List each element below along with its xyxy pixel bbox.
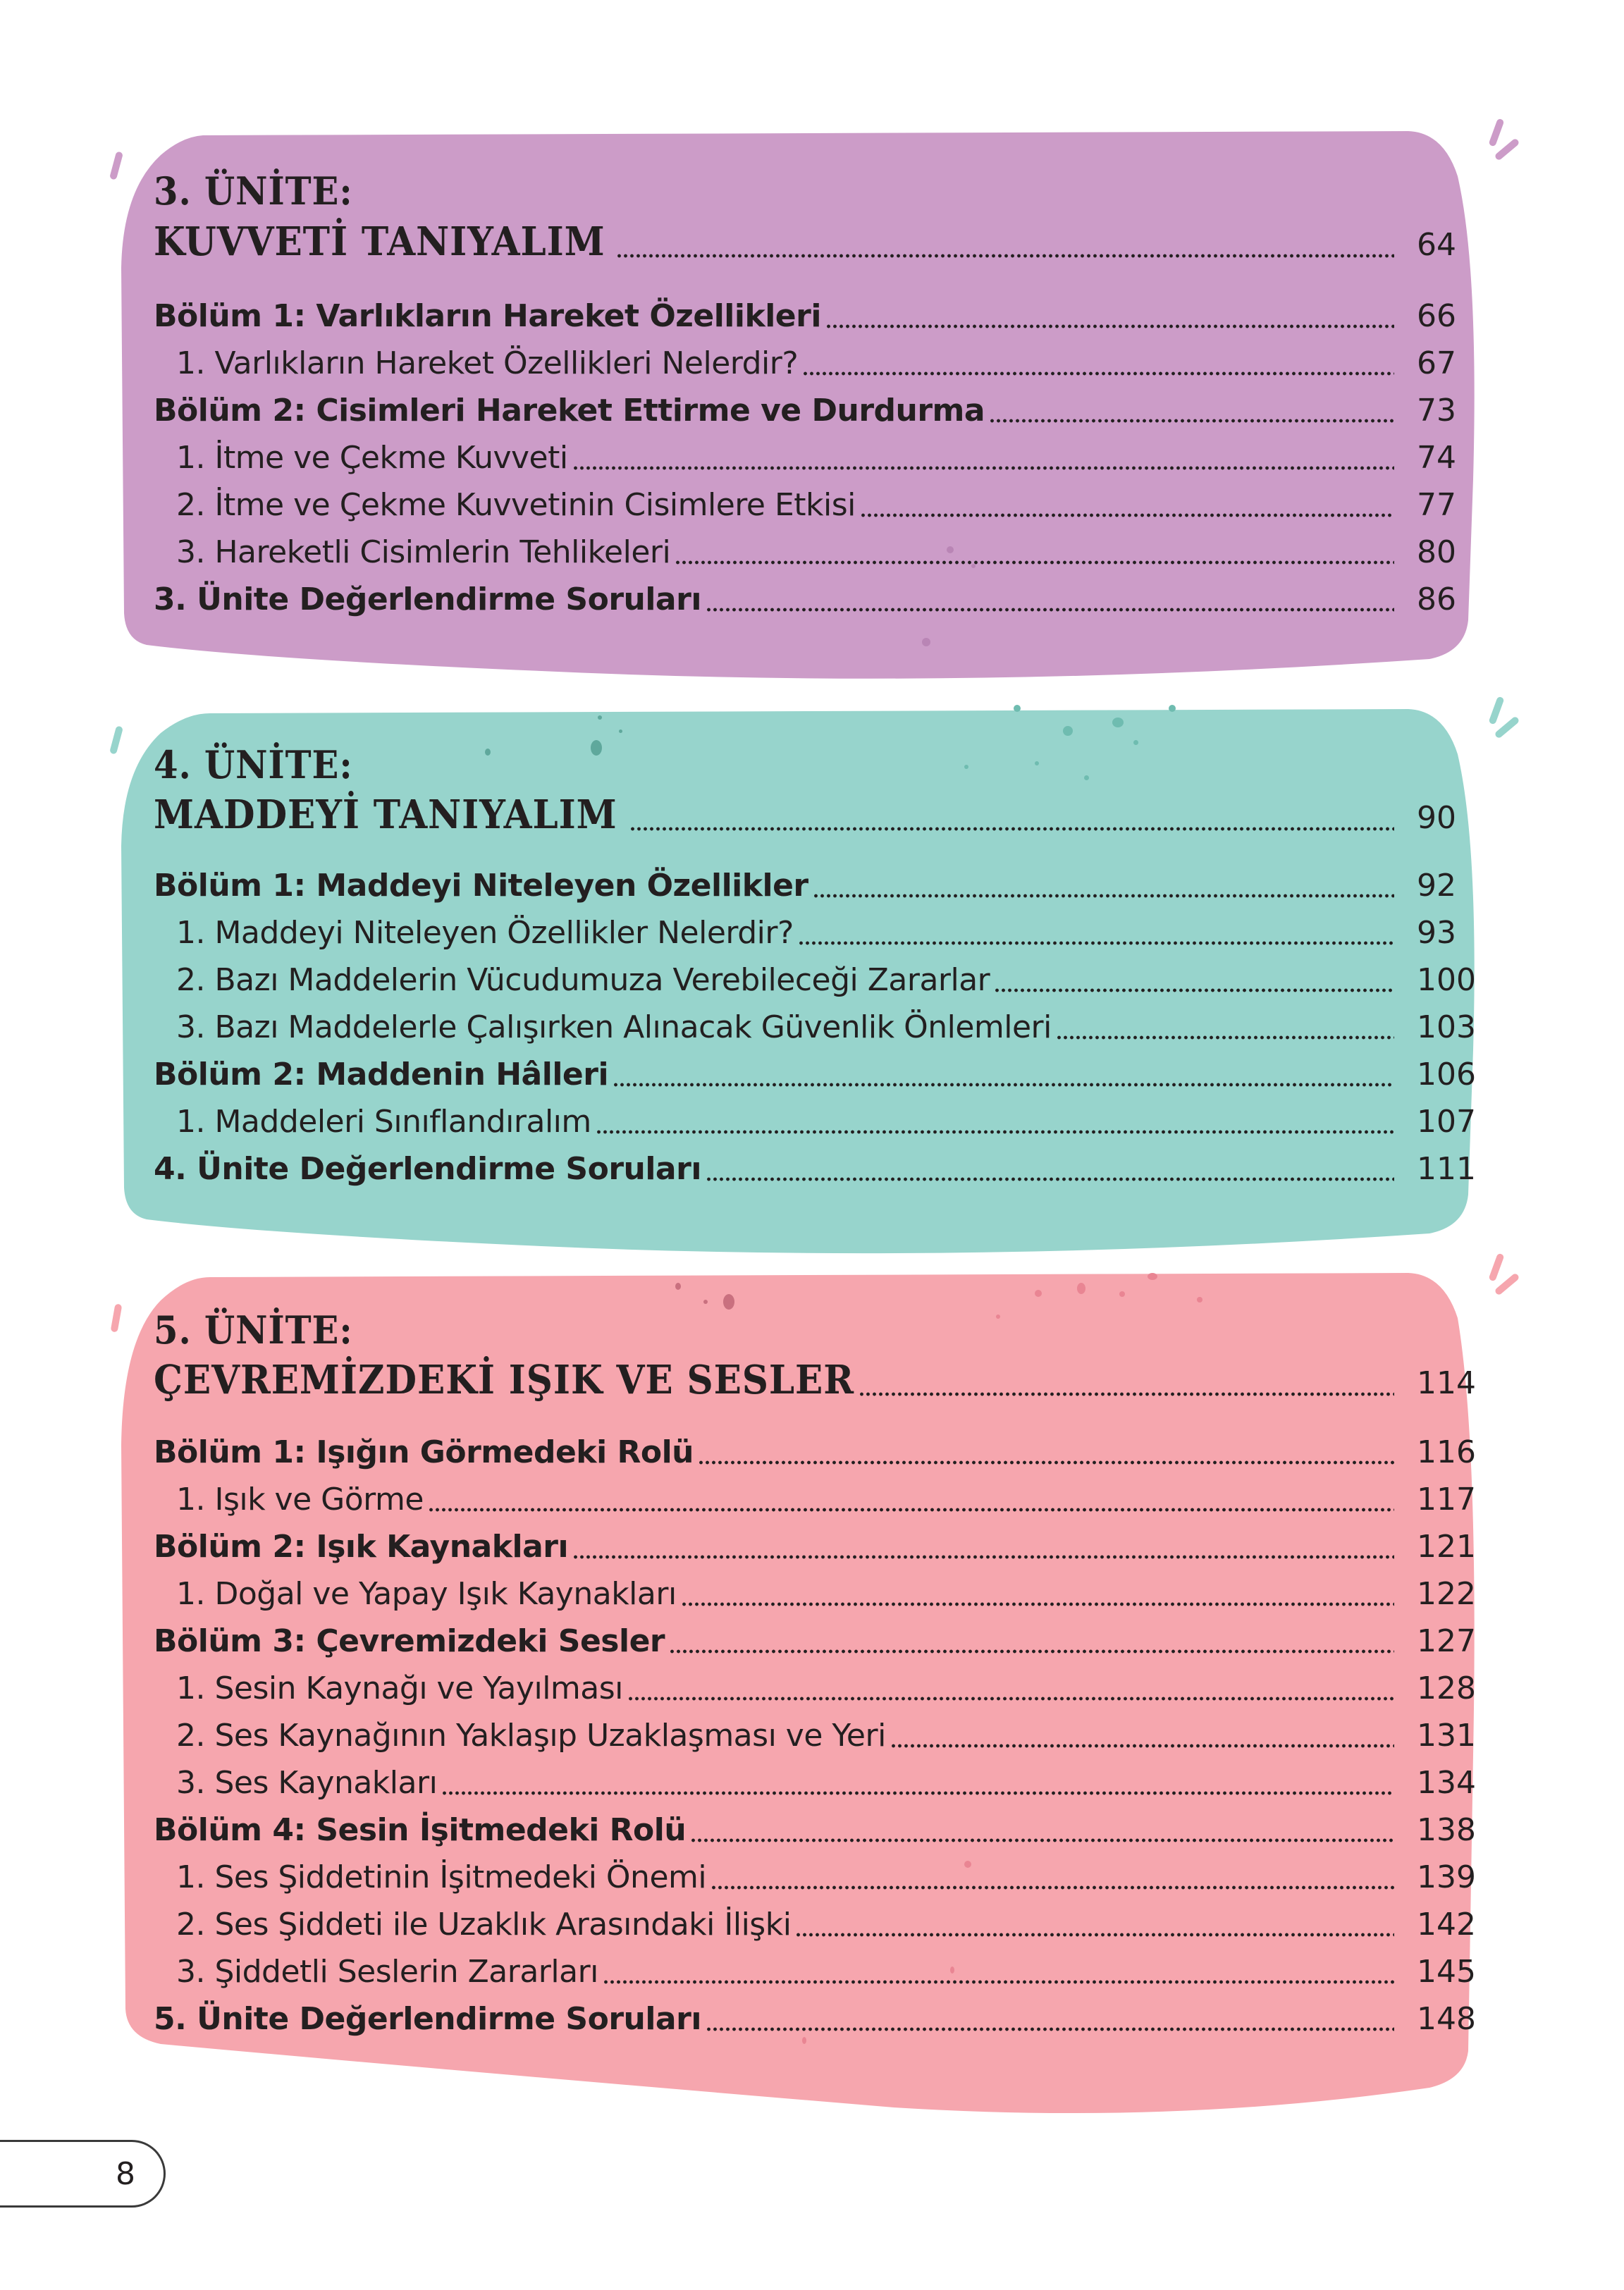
dot-leader: [706, 1176, 1394, 1183]
toc-item[interactable]: 3. Bazı Maddelerle Çalışırken Alınacak Güvenlik Önlemleri 103: [176, 1009, 1476, 1045]
dot-leader: [596, 1128, 1394, 1135]
ink-speck: [1119, 1291, 1125, 1297]
ink-speck: [1014, 705, 1021, 712]
toc-item[interactable]: 1. İtme ve Çekme Kuvveti 74: [176, 440, 1456, 476]
decorative-tick-icon: [1494, 137, 1520, 161]
toc-item[interactable]: 1. Işık ve Görme 117: [176, 1482, 1476, 1518]
ink-speck: [598, 715, 602, 720]
ink-speck: [1148, 1273, 1157, 1280]
dot-leader: [802, 370, 1394, 377]
toc-item[interactable]: 2. Ses Kaynağının Yaklaşıp Uzaklaşması ve Yeri 131: [176, 1718, 1476, 1754]
toc-item[interactable]: 1. Sesin Kaynağı ve Yayılması 128: [176, 1670, 1476, 1706]
unit-5-card: [118, 1262, 1486, 2114]
toc-section[interactable]: Bölüm 1: Işığın Görmedeki Rolü 116: [154, 1434, 1476, 1470]
dot-leader: [989, 417, 1394, 424]
unit-kicker: 5. ÜNİTE:: [154, 1307, 353, 1353]
unit-title: MADDEYİ TANIYALIM: [154, 792, 617, 838]
ink-speck: [485, 749, 491, 756]
unit-3-card: [118, 127, 1486, 684]
toc-item[interactable]: 1. Maddeyi Niteleyen Özellikler Nelerdir? 93: [176, 915, 1456, 951]
toc-item[interactable]: 3. Hareketli Cisimlerin Tehlikeleri 80: [176, 534, 1456, 570]
ink-speck: [922, 638, 930, 646]
ink-speck: [1063, 726, 1073, 736]
toc-section[interactable]: Bölüm 1: Varlıkların Hareket Özellikleri 66: [154, 298, 1456, 334]
dot-leader: [690, 1837, 1394, 1844]
toc-section[interactable]: 3. Ünite Değerlendirme Soruları 86: [154, 581, 1456, 617]
toc-section[interactable]: Bölüm 2: Işık Kaynakları 121: [154, 1529, 1476, 1565]
toc-item[interactable]: 3. Şiddetli Seslerin Zararları 145: [176, 1954, 1476, 1990]
dot-leader: [706, 606, 1394, 613]
ink-speck: [1133, 740, 1138, 745]
toc-section[interactable]: Bölüm 2: Maddenin Hâlleri 106: [154, 1057, 1476, 1092]
unit-title: KUVVETİ TANIYALIM: [154, 218, 605, 265]
page-number-tab: [0, 2140, 166, 2208]
ink-speck: [703, 1300, 708, 1304]
toc-item[interactable]: 1. Maddeleri Sınıflandıralım 107: [176, 1104, 1476, 1140]
dot-leader: [706, 2026, 1394, 2033]
dot-leader: [613, 1081, 1394, 1088]
toc-section[interactable]: 5. Ünite Değerlendirme Soruları 148: [154, 2001, 1476, 2037]
ink-speck: [996, 1315, 1000, 1319]
toc-section[interactable]: Bölüm 2: Cisimleri Hareket Ettirme ve Durdurma 73: [154, 393, 1456, 429]
page-number: 8: [116, 2155, 135, 2192]
decorative-tick-icon: [1494, 715, 1520, 739]
ink-speck: [619, 730, 622, 733]
dot-leader: [603, 1978, 1394, 1986]
dot-leader: [675, 559, 1394, 566]
page-number: 90: [1417, 800, 1456, 836]
toc-item[interactable]: 1. Varlıkların Hareket Özellikleri Nelerdir? 67: [176, 345, 1456, 381]
toc-section[interactable]: Bölüm 3: Çevremizdeki Sesler 127: [154, 1623, 1476, 1659]
unit-title-row[interactable]: [154, 1357, 1477, 1403]
dot-leader: [798, 940, 1394, 947]
decorative-tick-icon: [1488, 118, 1504, 147]
ink-speck: [1077, 1283, 1085, 1294]
dot-leader: [795, 1931, 1394, 1938]
ink-speck: [1035, 1290, 1042, 1297]
toc-section[interactable]: 4. Ünite Değerlendirme Soruları 111: [154, 1151, 1476, 1187]
dot-leader: [813, 892, 1394, 899]
unit-4-card: [118, 698, 1486, 1258]
dot-leader: [441, 1790, 1394, 1797]
dot-leader: [710, 1884, 1394, 1891]
dot-leader: [859, 1391, 1394, 1398]
decorative-tick-icon: [1494, 1272, 1520, 1295]
toc-item[interactable]: 1. Ses Şiddetinin İşitmedeki Önemi 139: [176, 1859, 1476, 1895]
dot-leader: [572, 464, 1394, 472]
dot-leader: [627, 1695, 1394, 1702]
ink-speck: [591, 740, 602, 756]
dot-leader: [428, 1506, 1394, 1513]
dot-leader: [994, 987, 1394, 994]
dot-leader: [681, 1601, 1394, 1608]
toc-item[interactable]: 2. Ses Şiddeti ile Uzaklık Arasındaki İlişki 142: [176, 1907, 1476, 1943]
dot-leader: [825, 323, 1394, 330]
toc-item[interactable]: 3. Ses Kaynakları 134: [176, 1765, 1476, 1801]
decorative-tick-icon: [1488, 1252, 1504, 1281]
ink-speck: [723, 1294, 734, 1310]
decorative-tick-icon: [1488, 696, 1504, 725]
unit-title-row[interactable]: [154, 218, 1477, 265]
dot-leader: [860, 512, 1394, 519]
toc-item[interactable]: 1. Doğal ve Yapay Işık Kaynakları 122: [176, 1576, 1476, 1612]
ink-speck: [1197, 1297, 1202, 1303]
dot-leader: [698, 1459, 1394, 1466]
dot-leader: [616, 252, 1394, 259]
unit-kicker: 4. ÜNİTE:: [154, 742, 353, 787]
dot-leader: [890, 1742, 1394, 1749]
ink-speck: [1035, 761, 1039, 765]
ink-speck: [1112, 718, 1124, 727]
toc-section[interactable]: Bölüm 1: Maddeyi Niteleyen Özellikler 92: [154, 868, 1456, 904]
dot-leader: [1056, 1034, 1394, 1041]
ink-speck: [1169, 705, 1176, 712]
unit-kicker: 3. ÜNİTE:: [154, 168, 353, 214]
unit-title: ÇEVREMİZDEKİ IŞIK VE SESLER: [154, 1357, 854, 1403]
unit-title-row[interactable]: [154, 792, 1477, 838]
toc-section[interactable]: Bölüm 4: Sesin İşitmedeki Rolü 138: [154, 1812, 1476, 1848]
page-number: 64: [1417, 227, 1456, 263]
ink-speck: [964, 765, 968, 769]
dot-leader: [629, 825, 1394, 832]
ink-speck: [1084, 775, 1089, 780]
dot-leader: [572, 1553, 1394, 1560]
dot-leader: [669, 1648, 1394, 1655]
page-number: 114: [1417, 1365, 1476, 1401]
toc-item[interactable]: 2. Bazı Maddelerin Vücudumuza Verebileceği Zararlar 100: [176, 962, 1476, 998]
ink-speck: [675, 1283, 681, 1290]
toc-item[interactable]: 2. İtme ve Çekme Kuvvetinin Cisimlere Etkisi 77: [176, 487, 1456, 523]
